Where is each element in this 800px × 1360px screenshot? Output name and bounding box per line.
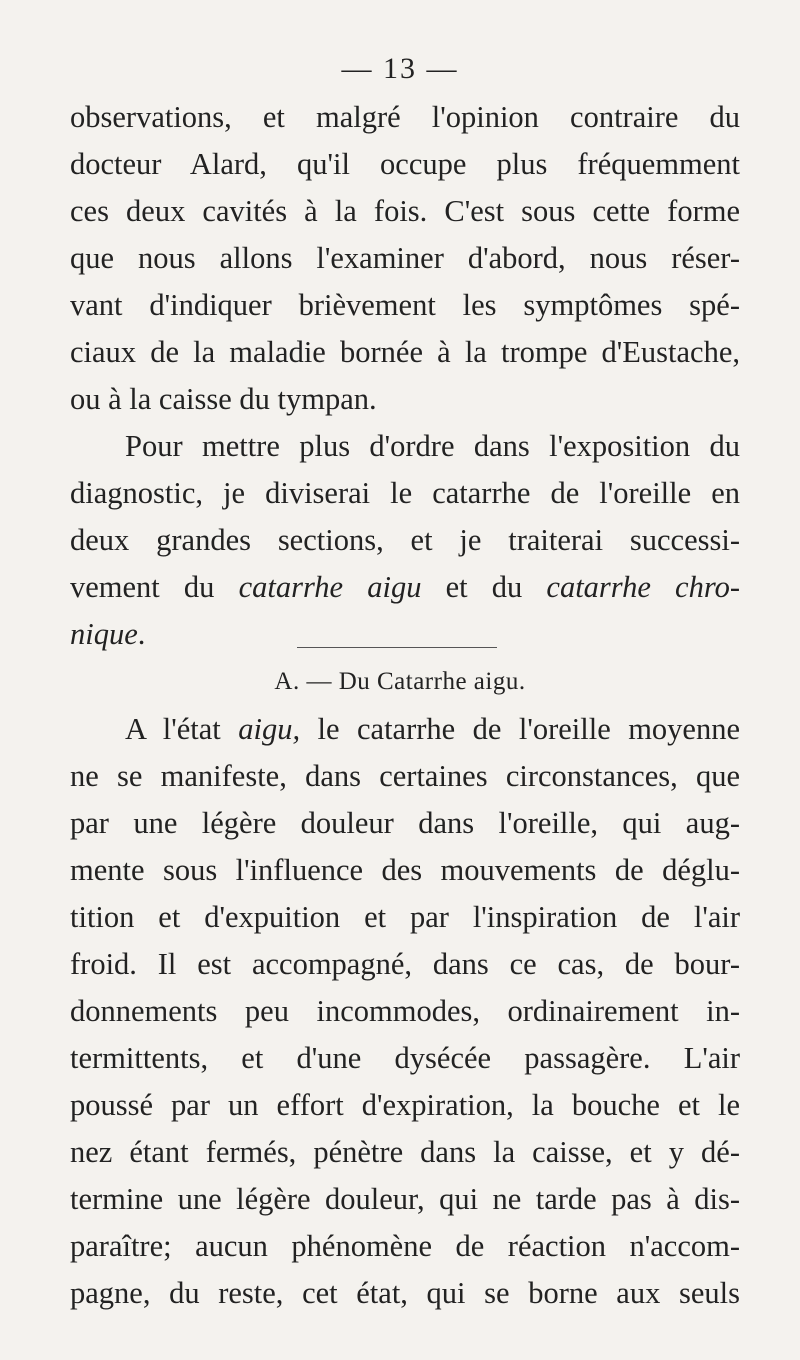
text-span: A l'état [125, 712, 239, 746]
text-span: le catarrhe de l'oreille moyenne [300, 712, 740, 746]
text-line: mente sous l'influence des mouvements de déglu- [70, 853, 740, 887]
page-number: — 13 — [341, 52, 459, 85]
section-divider [297, 647, 497, 648]
text-line: termittents, et d'une dysécée passagère. L'air [70, 1041, 740, 1075]
text-line: deux grandes sections, et je traiterai successi- [70, 523, 740, 557]
text-line: paraître; aucun phénomène de réaction n'accom- [70, 1229, 740, 1263]
text-line: vant d'indiquer brièvement les symptômes spé- [70, 288, 740, 322]
text-line: observations, et malgré l'opinion contraire du [70, 100, 740, 134]
text-line: ciaux de la maladie bornée à la trompe d'Eustache, [70, 335, 740, 369]
text-line: donnements peu incommodes, ordinairement in- [70, 994, 740, 1028]
italic-term: catarrhe aigu [238, 570, 422, 604]
text-line: Pour mettre plus d'ordre dans l'exposition du [125, 429, 740, 463]
text-line: pagne, du reste, cet état, qui se borne aux seuls [70, 1276, 740, 1310]
text-line: docteur Alard, qu'il occupe plus fréquemment [70, 147, 740, 181]
text-line: nez étant fermés, pénètre dans la caisse, et y dé- [70, 1135, 740, 1169]
text-line: froid. Il est accompagné, dans ce cas, de bour- [70, 947, 740, 981]
text-span: . [137, 617, 146, 651]
text-line [70, 611, 740, 658]
text-line: termine une légère douleur, qui ne tarde pas à dis- [70, 1182, 740, 1216]
text-span: et du [421, 570, 547, 604]
text-block-lower [70, 706, 740, 1317]
text-line: que nous allons l'examiner d'abord, nous réser- [70, 241, 740, 275]
text-line: poussé par un effort d'expiration, la bouche et le [70, 1088, 740, 1122]
section-heading: A. — Du Catarrhe aigu. [274, 668, 526, 695]
text-span: vement du [70, 570, 239, 604]
text-line [70, 706, 740, 753]
italic-term: catarrhe chro- [546, 570, 740, 604]
text-block-upper [70, 94, 740, 658]
italic-term: nique [70, 617, 138, 651]
text-line: ces deux cavités à la fois. C'est sous cette forme [70, 194, 740, 228]
text-line: diagnostic, je diviserai le catarrhe de l'oreille en [70, 476, 740, 510]
text-line: par une légère douleur dans l'oreille, qui aug- [70, 806, 740, 840]
text-line: ou à la caisse du tympan. [70, 382, 377, 416]
text-line [70, 564, 740, 611]
italic-term: aigu, [238, 712, 301, 746]
text-line: ne se manifeste, dans certaines circonstances, que [70, 759, 740, 793]
text-line: tition et d'expuition et par l'inspiration de l'air [70, 900, 740, 934]
